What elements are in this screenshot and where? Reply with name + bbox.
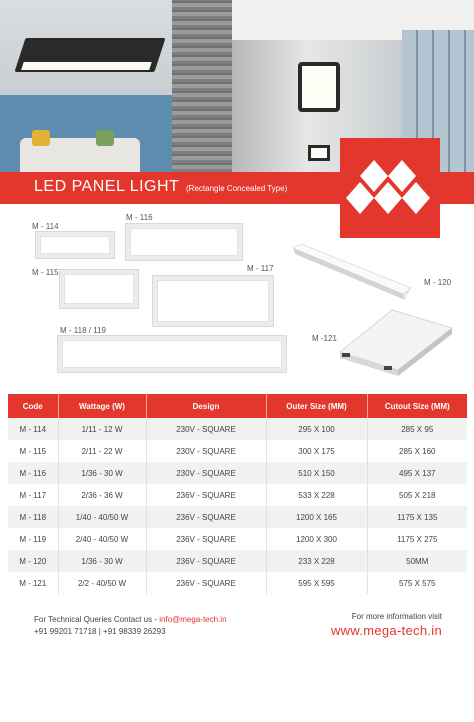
product-label: M - 117 <box>247 264 274 273</box>
contact-block <box>34 614 227 638</box>
cell-cutout-size: 50MM <box>367 550 467 572</box>
cell-code: M - 118 <box>8 506 58 528</box>
product-label: M - 115 <box>32 268 59 277</box>
cell-cutout-size: 495 X 137 <box>367 462 467 484</box>
table-row <box>8 462 467 484</box>
cell-wattage: 1/40 - 40/50 W <box>58 506 146 528</box>
cell-cutout-size: 505 X 218 <box>367 484 467 506</box>
cell-outer-size: 300 X 175 <box>266 440 367 462</box>
website-link[interactable]: www.mega-tech.in <box>330 623 442 638</box>
header-design: Design <box>146 394 266 418</box>
header-code: Code <box>8 394 58 418</box>
product-gallery <box>0 210 474 388</box>
cell-outer-size: 295 X 100 <box>266 418 367 440</box>
cell-design: 236V - SQUARE <box>146 550 266 572</box>
cell-cutout-size: 285 X 160 <box>367 440 467 462</box>
panel-m115 <box>60 270 138 308</box>
cell-design: 236V - SQUARE <box>146 484 266 506</box>
cell-code: M - 116 <box>8 462 58 484</box>
header-outer-size: Outer Size (MM) <box>266 394 367 418</box>
cell-design: 236V - SQUARE <box>146 572 266 594</box>
cell-outer-size: 1200 X 300 <box>266 528 367 550</box>
product-label: M - 120 <box>424 278 452 287</box>
email-link[interactable]: info@mega-tech.in <box>159 615 227 624</box>
table-row <box>8 506 467 528</box>
page-title <box>34 178 287 196</box>
cell-design: 236V - SQUARE <box>146 506 266 528</box>
table-row <box>8 572 467 594</box>
table-row <box>8 418 467 440</box>
cell-code: M - 115 <box>8 440 58 462</box>
cell-wattage: 2/2 - 40/50 W <box>58 572 146 594</box>
cell-design: 230V - SQUARE <box>146 462 266 484</box>
cell-code: M - 119 <box>8 528 58 550</box>
table-header-row <box>8 394 467 418</box>
queries-text: For Technical Queries Contact us - <box>34 615 160 624</box>
phone-numbers: +91 99201 71718 | +91 98339 26293 <box>34 627 166 636</box>
cell-code: M - 120 <box>8 550 58 572</box>
cell-design: 230V - SQUARE <box>146 440 266 462</box>
cell-wattage: 1/36 - 30 W <box>58 550 146 572</box>
cell-cutout-size: 1175 X 275 <box>367 528 467 550</box>
more-info-text: For more information visit <box>351 612 442 621</box>
cell-wattage: 2/36 - 36 W <box>58 484 146 506</box>
cell-design: 230V - SQUARE <box>146 418 266 440</box>
title-main: LED PANEL LIGHT <box>34 178 180 195</box>
cell-code: M - 117 <box>8 484 58 506</box>
cell-wattage: 1/36 - 30 W <box>58 462 146 484</box>
panel-m120 <box>293 244 411 300</box>
product-label: M - 118 / 119 <box>60 326 106 335</box>
living-room-photo <box>0 0 172 172</box>
cell-code: M - 121 <box>8 572 58 594</box>
cell-outer-size: 595 X 595 <box>266 572 367 594</box>
panel-m118-119 <box>58 336 286 372</box>
cell-cutout-size: 285 X 95 <box>367 418 467 440</box>
cell-outer-size: 233 X 228 <box>266 550 367 572</box>
cell-code: M - 114 <box>8 418 58 440</box>
table-row <box>8 550 467 572</box>
header-cutout-size: Cutout Size (MM) <box>367 394 467 418</box>
panel-m117 <box>153 276 273 326</box>
product-label: M -121 <box>312 334 337 343</box>
website-block <box>331 612 442 638</box>
header-wattage: Wattage (W) <box>58 394 146 418</box>
cell-cutout-size: 1175 X 135 <box>367 506 467 528</box>
product-label: M - 114 <box>32 222 59 231</box>
cell-outer-size: 510 X 150 <box>266 462 367 484</box>
table-row <box>8 440 467 462</box>
cell-design: 236V - SQUARE <box>146 528 266 550</box>
product-label: M - 116 <box>126 213 153 222</box>
contact-line <box>34 614 227 626</box>
table-row <box>8 528 467 550</box>
cell-wattage: 2/11 - 22 W <box>58 440 146 462</box>
cell-outer-size: 533 X 228 <box>266 484 367 506</box>
cell-outer-size: 1200 X 165 <box>266 506 367 528</box>
panel-m121 <box>336 306 454 376</box>
cell-wattage: 1/11 - 12 W <box>58 418 146 440</box>
panel-m116 <box>126 224 242 260</box>
cell-wattage: 2/40 - 40/50 W <box>58 528 146 550</box>
spec-table <box>8 394 467 594</box>
panel-m114 <box>36 232 114 258</box>
cell-cutout-size: 575 X 575 <box>367 572 467 594</box>
title-subtitle: (Rectangle Concealed Type) <box>186 184 288 193</box>
table-row <box>8 484 467 506</box>
